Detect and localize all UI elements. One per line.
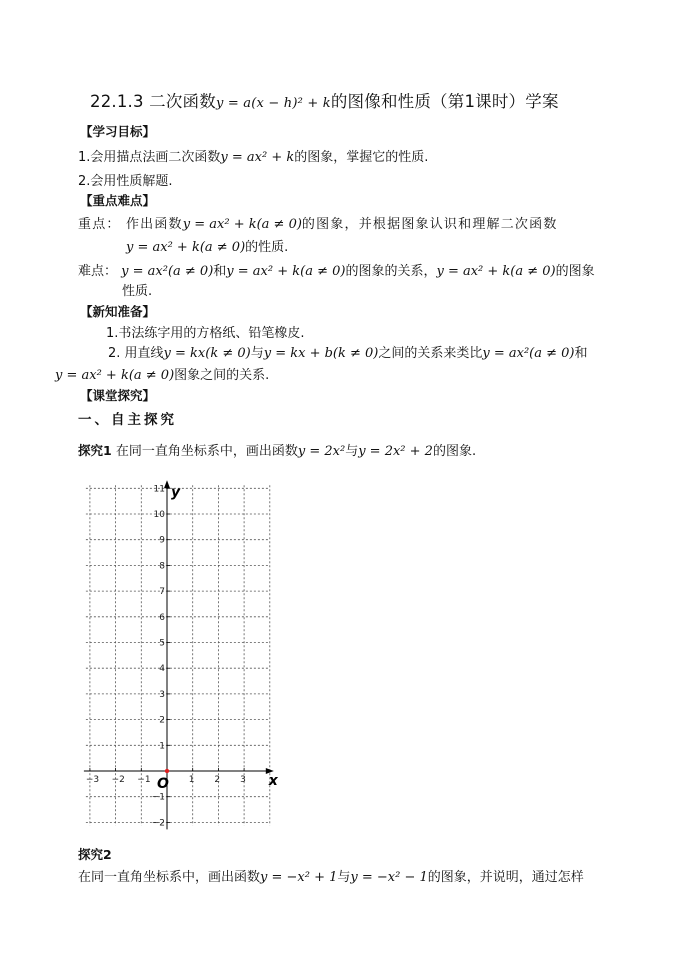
y-tick-label: 9 xyxy=(159,535,165,546)
x-tick-label: −3 xyxy=(85,775,100,785)
x-tick-label: 3 xyxy=(240,775,246,785)
origin-label: O xyxy=(157,776,169,792)
prep-item-2-line-1: 2. 用直线y = kx(k ≠ 0)与y = kx + b(k ≠ 0)之间的关系来类比y = ax²(a ≠ 0)和 xyxy=(108,346,588,361)
section-explore: 【课堂探究】 xyxy=(80,388,156,403)
y-tick-label: −2 xyxy=(151,818,165,829)
section-goals: 【学习目标】 xyxy=(80,124,156,139)
section-prep: 【新知准备】 xyxy=(80,304,156,319)
goal-item-2: 2.会用性质解题. xyxy=(78,174,173,189)
y-tick-label: 6 xyxy=(159,612,165,623)
explore-2-text: 在同一直角坐标系中，画出函数y = −x² + 1与y = −x² − 1的图象，并说明，通过怎样 xyxy=(78,870,584,885)
prep-item-2-line-2: y = ax² + k(a ≠ 0)图象之间的关系. xyxy=(55,368,270,383)
y-tick-label: 2 xyxy=(159,715,165,726)
y-tick-label: 5 xyxy=(159,638,165,649)
y-tick-label: 7 xyxy=(159,587,165,598)
section-key-points: 【重点难点】 xyxy=(80,193,156,208)
y-tick-label: 11 xyxy=(153,484,165,495)
title-formula: y = a(x − h)² + k xyxy=(215,96,331,111)
y-tick-label: 8 xyxy=(159,561,165,572)
x-tick-label: 1 xyxy=(188,775,195,785)
prep-item-1: 1.书法练字用的方格纸、铅笔橡皮. xyxy=(106,326,305,341)
axis-ticks xyxy=(86,484,279,828)
y-tick-label: 10 xyxy=(153,510,165,520)
explore-2-label: 探究2 xyxy=(78,847,112,862)
y-tick-label: −1 xyxy=(151,792,165,803)
y-tick-label: 4 xyxy=(159,664,165,675)
y-tick-label: 1 xyxy=(159,741,165,752)
x-axis-label: x xyxy=(268,773,278,789)
goal-item-1: 1.会用描点法画二次函数y = ax² + k的图象，掌握它的性质. xyxy=(78,150,429,165)
x-tick-label: −2 xyxy=(111,775,125,785)
difficulty-line-2: 性质. xyxy=(122,284,153,299)
y-tick-label: 3 xyxy=(159,689,165,700)
origin-dot xyxy=(165,769,169,773)
heading-self-explore: 一、自主探究 xyxy=(78,412,177,428)
key-point-line-2: y = ax² + k(a ≠ 0)的性质. xyxy=(126,240,289,255)
difficulty-line-1: 难点： y = ax²(a ≠ 0)和y = ax² + k(a ≠ 0)的图象的关系，y = ax² + k(a ≠ 0)的图象 xyxy=(78,264,595,279)
explore-1-text: 探究1 在同一直角坐标系中，画出函数y = 2x²与y = 2x² + 2的图象. xyxy=(78,443,477,459)
x-tick-label: −1 xyxy=(137,775,151,785)
x-tick-label: 2 xyxy=(214,775,221,785)
page-title: 22.1.3 二次函数y = a(x − h)² + k的图像和性质（第1课时）学案 xyxy=(90,92,559,111)
y-axis-label: y xyxy=(171,484,181,501)
key-point-line-1: 重点： 作出函数y = ax² + k(a ≠ 0)的图象，并根据图象认识和理解二次函数 xyxy=(78,217,558,232)
